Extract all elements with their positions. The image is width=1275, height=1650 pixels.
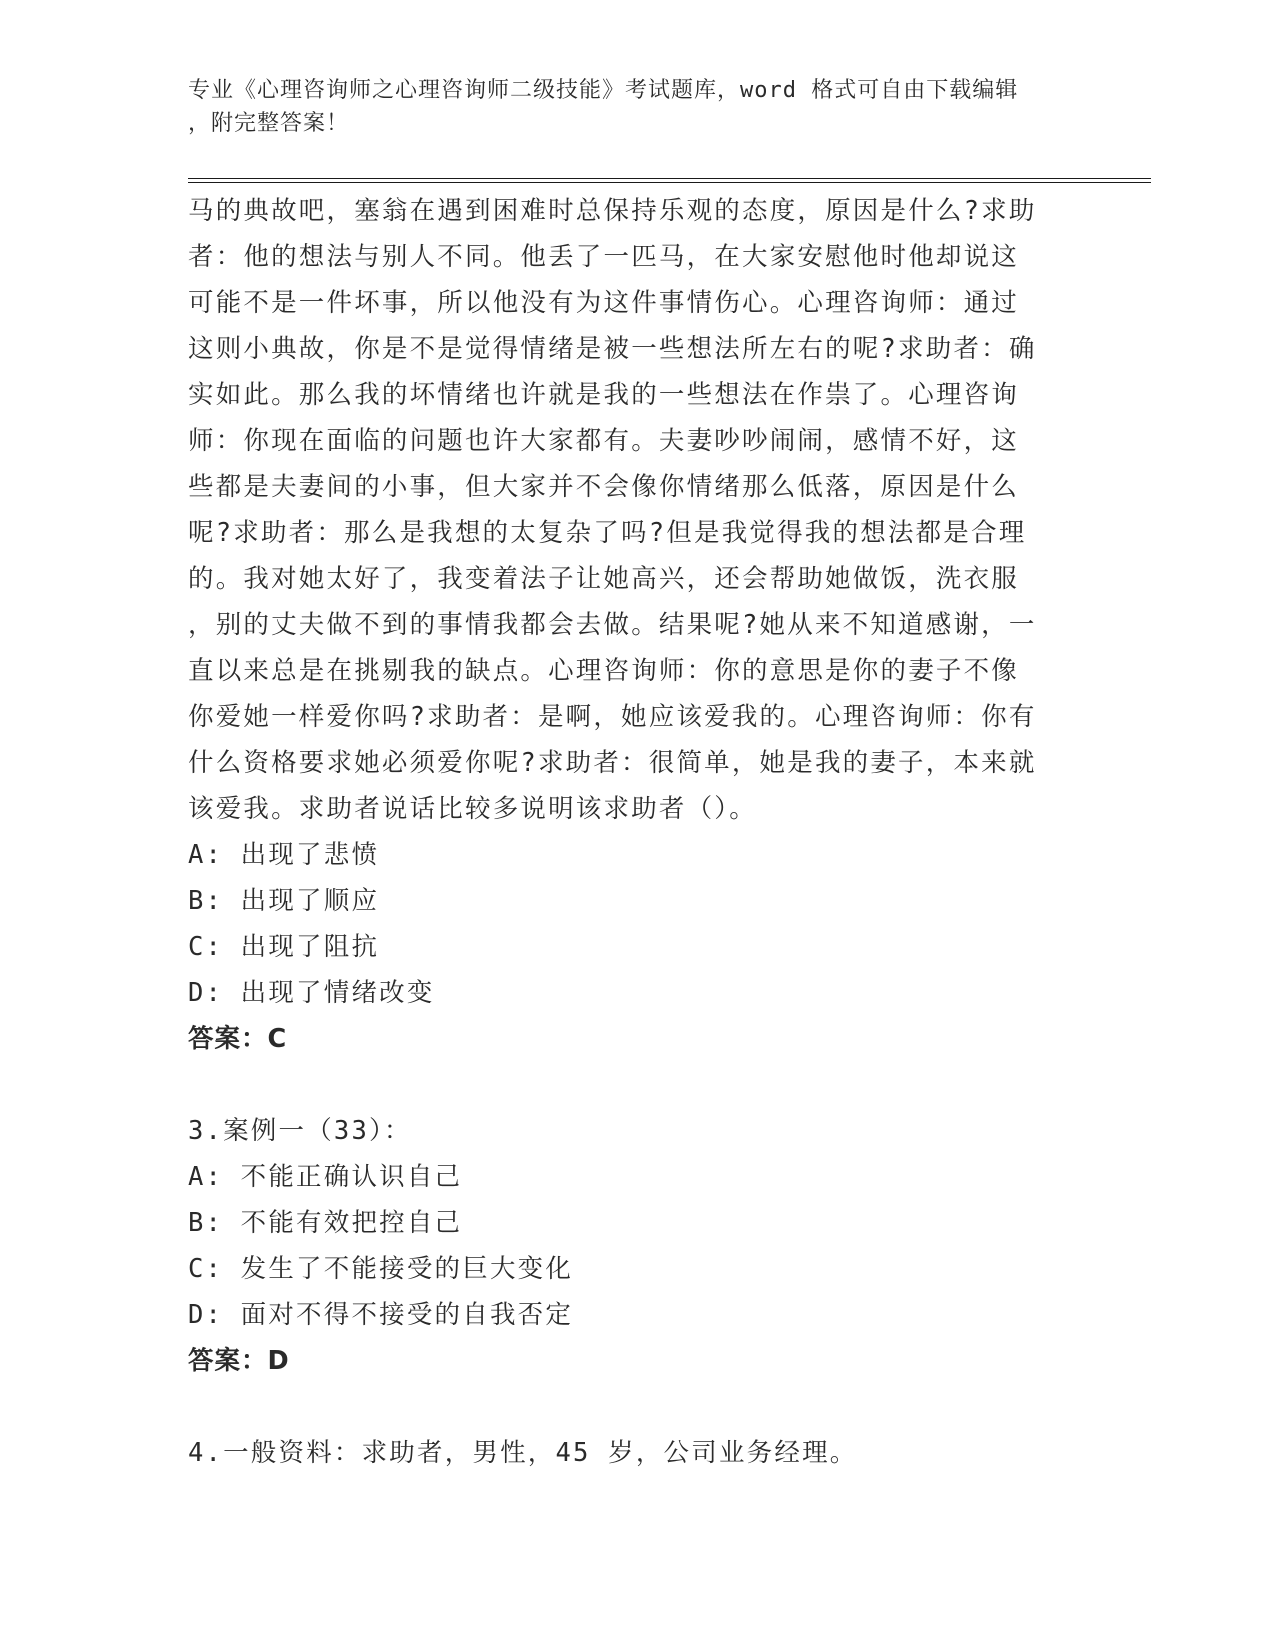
passage-line: 的。我对她太好了，我变着法子让她高兴，还会帮助她做饭，洗衣服 [188, 564, 1020, 594]
question-2-passage [188, 188, 1088, 832]
question-2-options [188, 832, 1088, 1016]
spacer [188, 1062, 1088, 1108]
passage-line: 马的典故吧，塞翁在遇到困难时总保持乐观的态度，原因是什么?求助 [188, 196, 1037, 226]
header-divider-top [188, 178, 1151, 179]
passage-line: 直以来总是在挑剔我的缺点。心理咨询师：你的意思是你的妻子不像 [188, 656, 1020, 686]
document-body [188, 188, 1088, 1476]
option-b: B: 出现了顺应 [188, 886, 380, 916]
passage-line: 呢?求助者：那么是我想的太复杂了吗?但是我觉得我的想法都是合理 [188, 518, 1027, 548]
passage-line: 实如此。那么我的坏情绪也许就是我的一些想法在作祟了。心理咨询 [188, 380, 1020, 410]
passage-line: 该爱我。求助者说话比较多说明该求助者（）。 [188, 794, 757, 824]
passage-line: 什么资格要求她必须爱你呢?求助者：很简单，她是我的妻子，本来就 [188, 748, 1037, 778]
passage-line: ，别的丈夫做不到的事情我都会去做。结果呢?她从来不知道感谢，一 [188, 610, 1037, 640]
page-header [188, 74, 1088, 140]
question-3-options [188, 1154, 1088, 1338]
passage-line: 这则小典故，你是不是觉得情绪是被一些想法所左右的呢?求助者：确 [188, 334, 1037, 364]
header-title-line-1: 专业《心理咨询师之心理咨询师二级技能》考试题库，word 格式可自由下载编辑 [188, 78, 1019, 103]
option-d: D: 面对不得不接受的自我否定 [188, 1300, 574, 1330]
question-2-answer: 答案：C [188, 1024, 288, 1054]
question-3-answer: 答案：D [188, 1346, 290, 1376]
spacer [188, 1384, 1088, 1430]
question-3-stem: 3.案例一（33）： [188, 1116, 412, 1146]
header-title-line-2: ，附完整答案！ [188, 111, 350, 136]
option-a: A: 出现了悲愤 [188, 840, 380, 870]
option-c: C: 出现了阻抗 [188, 932, 380, 962]
option-d: D: 出现了情绪改变 [188, 978, 435, 1008]
passage-line: 些都是夫妻间的小事，但大家并不会像你情绪那么低落，原因是什么 [188, 472, 1020, 502]
question-4-stem: 4.一般资料：求助者，男性，45 岁，公司业务经理。 [188, 1438, 858, 1468]
option-b: B: 不能有效把控自己 [188, 1208, 463, 1238]
passage-line: 你爱她一样爱你吗?求助者：是啊，她应该爱我的。心理咨询师：你有 [188, 702, 1037, 732]
passage-line: 师：你现在面临的问题也许大家都有。夫妻吵吵闹闹，感情不好，这 [188, 426, 1020, 456]
header-divider-bottom [188, 182, 1151, 183]
passage-line: 可能不是一件坏事，所以他没有为这件事情伤心。心理咨询师：通过 [188, 288, 1020, 318]
option-c: C: 发生了不能接受的巨大变化 [188, 1254, 574, 1284]
option-a: A: 不能正确认识自己 [188, 1162, 463, 1192]
passage-line: 者：他的想法与别人不同。他丢了一匹马，在大家安慰他时他却说这 [188, 242, 1020, 272]
